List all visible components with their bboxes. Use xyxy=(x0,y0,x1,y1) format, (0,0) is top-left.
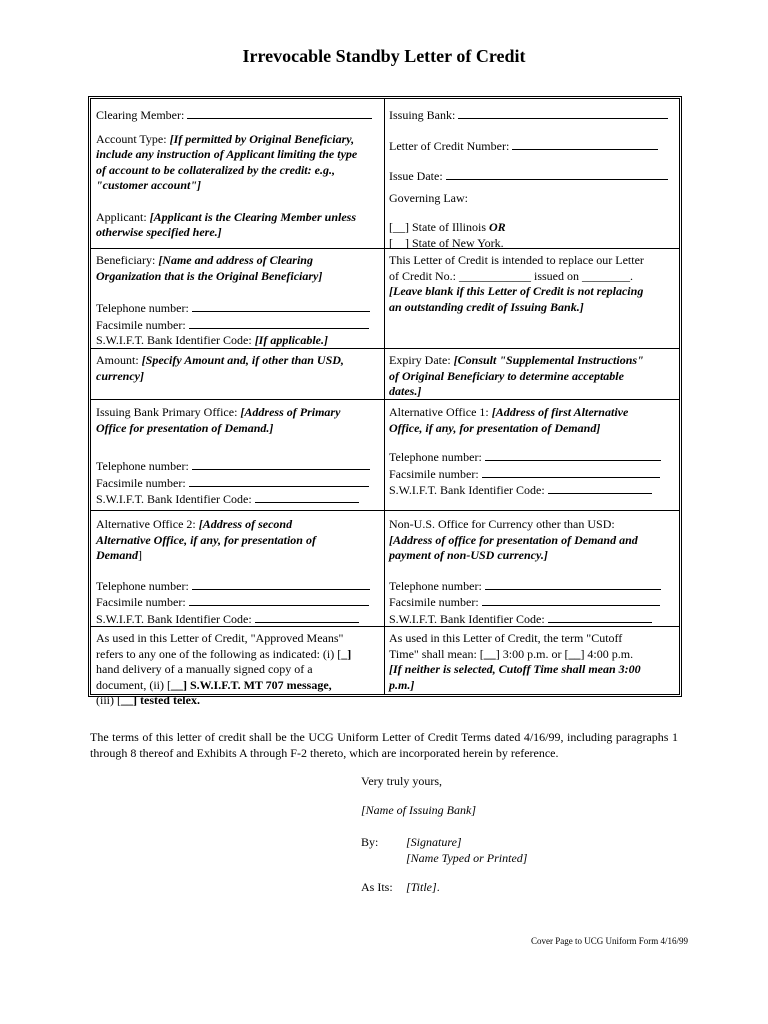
illinois-option[interactable]: [__] State of Illinois OR xyxy=(389,220,506,234)
clearing-member-field[interactable] xyxy=(187,107,372,119)
amount-cell: Amount: [Specify Amount and, if other than USD, currency] xyxy=(96,353,344,383)
governing-law-label: Governing Law: xyxy=(389,190,468,205)
alt-office-2-cell: Alternative Office 2: [Address of second Alternative Office, if any, for presentation of Demand] Telephone number: Facsimile number: S.W.I.F.T. Bank Identifier Code: xyxy=(96,517,379,627)
form-table xyxy=(88,96,682,707)
beneficiary-cell: Beneficiary: [Name and address of Clearing Organization that is the Original Beneficiary] Telephone number: Facsimile number: S.W.I.F.T. Bank Identifier Code: [If applicable.] xyxy=(96,253,379,349)
newyork-option[interactable]: [__] State of New York. xyxy=(389,235,504,250)
very-truly-yours: Very truly yours, xyxy=(361,774,442,788)
beneficiary-telephone-field[interactable] xyxy=(192,300,370,312)
alt1-facsimile-field[interactable] xyxy=(482,466,660,478)
alt1-swift-field[interactable] xyxy=(548,482,652,494)
approved-option-ii[interactable]: __ xyxy=(170,677,183,692)
cutoff-time-cell: As used in this Letter of Credit, the term "Cutoff Time" shall mean: [__] 3:00 p.m. or [__] 4:00 p.m. [If neither is selected, Cutoff Time shall mean 3:00 p.m.] xyxy=(389,631,641,692)
cutoff-3pm-option[interactable]: __ xyxy=(483,646,496,661)
approved-option-i[interactable]: _ xyxy=(341,646,348,661)
primary-swift-field[interactable] xyxy=(255,491,359,503)
nonus-telephone-field[interactable] xyxy=(485,578,661,590)
loc-number-field[interactable] xyxy=(512,138,658,150)
applicant-text: Applicant: [Applicant is the Clearing Member unless otherwise specified here.] xyxy=(96,209,357,239)
signature-placeholder: [Signature] xyxy=(406,835,462,849)
primary-facsimile-field[interactable] xyxy=(189,475,369,487)
clearing-member-cell xyxy=(96,107,379,241)
nonus-swift-field[interactable] xyxy=(548,611,652,623)
title-placeholder: [Title]. xyxy=(406,880,440,894)
approved-option-iii[interactable]: __ xyxy=(121,693,133,707)
alt2-swift-field[interactable] xyxy=(255,611,359,623)
replacement-cell: This Letter of Credit is intended to replace our Letter of Credit No.: ____________ issued on ________. [Leave blank if this Letter of Credit is not replacing an outstanding credit of Issuing Bank.] xyxy=(389,253,644,314)
terms-paragraph: The terms of this letter of credit shall be the UCG Uniform Letter of Credit Terms dated 4/16/99, including paragraphs 1 through 8 thereof and Exhibits A through F-2 thereto, which are incorporated herein by reference. xyxy=(90,730,678,760)
document-title: Irrevocable Standby Letter of Credit xyxy=(242,46,526,66)
by-label: By: xyxy=(361,835,379,849)
alt-office-1-cell: Alternative Office 1: [Address of first Alternative Office, if any, for presentation of Demand] Telephone number: Facsimile number: S.W.I.F.T. Bank Identifier Code: xyxy=(389,405,677,499)
approved-means-cell: As used in this Letter of Credit, "Approved Means" refers to any one of the following as indicated: (i) [_] hand delivery of a manually signed copy of a document, (ii) [__] S.W.I.F.T. MT 707 message, (iii) [__] tested telex. xyxy=(96,631,352,707)
alt2-telephone-field[interactable] xyxy=(192,578,370,590)
as-its-label: As Its: xyxy=(361,880,393,894)
alt2-facsimile-field[interactable] xyxy=(189,594,369,606)
expiry-cell: Expiry Date: [Consult "Supplemental Instructions" of Original Beneficiary to determine acceptable dates.] xyxy=(389,353,644,398)
row-divider xyxy=(91,510,679,511)
page-footer: Cover Page to UCG Uniform Form 4/16/99 xyxy=(531,936,688,946)
name-typed-placeholder: [Name Typed or Printed] xyxy=(406,851,528,865)
column-divider xyxy=(384,99,385,694)
issuing-bank-field[interactable] xyxy=(458,107,668,119)
clearing-member-label: Clearing Member: xyxy=(96,108,185,122)
beneficiary-facsimile-field[interactable] xyxy=(189,317,369,329)
non-us-office-cell: Non-U.S. Office for Currency other than USD: [Address of office for presentation of Demand and payment of non-USD currency.] Telephone number: Facsimile number: S.W.I.F.T. Bank Identifier Code: xyxy=(389,517,677,627)
account-type-text: Account Type: [If permitted by Original Beneficiary, include any instruction of Applicant limiting the type of account to be collateralized by the credit: e.g., "customer account"] xyxy=(96,131,358,192)
nonus-facsimile-field[interactable] xyxy=(482,594,660,606)
cutoff-4pm-option[interactable]: __ xyxy=(568,646,581,661)
primary-telephone-field[interactable] xyxy=(192,458,370,470)
alt1-telephone-field[interactable] xyxy=(485,449,661,461)
issue-date-field[interactable] xyxy=(446,168,668,180)
issuing-bank-name: [Name of Issuing Bank] xyxy=(361,803,476,817)
primary-office-cell: Issuing Bank Primary Office: [Address of Primary Office for presentation of Demand.] Telephone number: Facsimile number: S.W.I.F.T. Bank Identifier Code: xyxy=(96,405,379,508)
issuing-bank-cell: Issuing Bank: Letter of Credit Number: Issue Date: Governing Law: [__] State of Illinois OR [__] State of New York. xyxy=(389,107,677,251)
